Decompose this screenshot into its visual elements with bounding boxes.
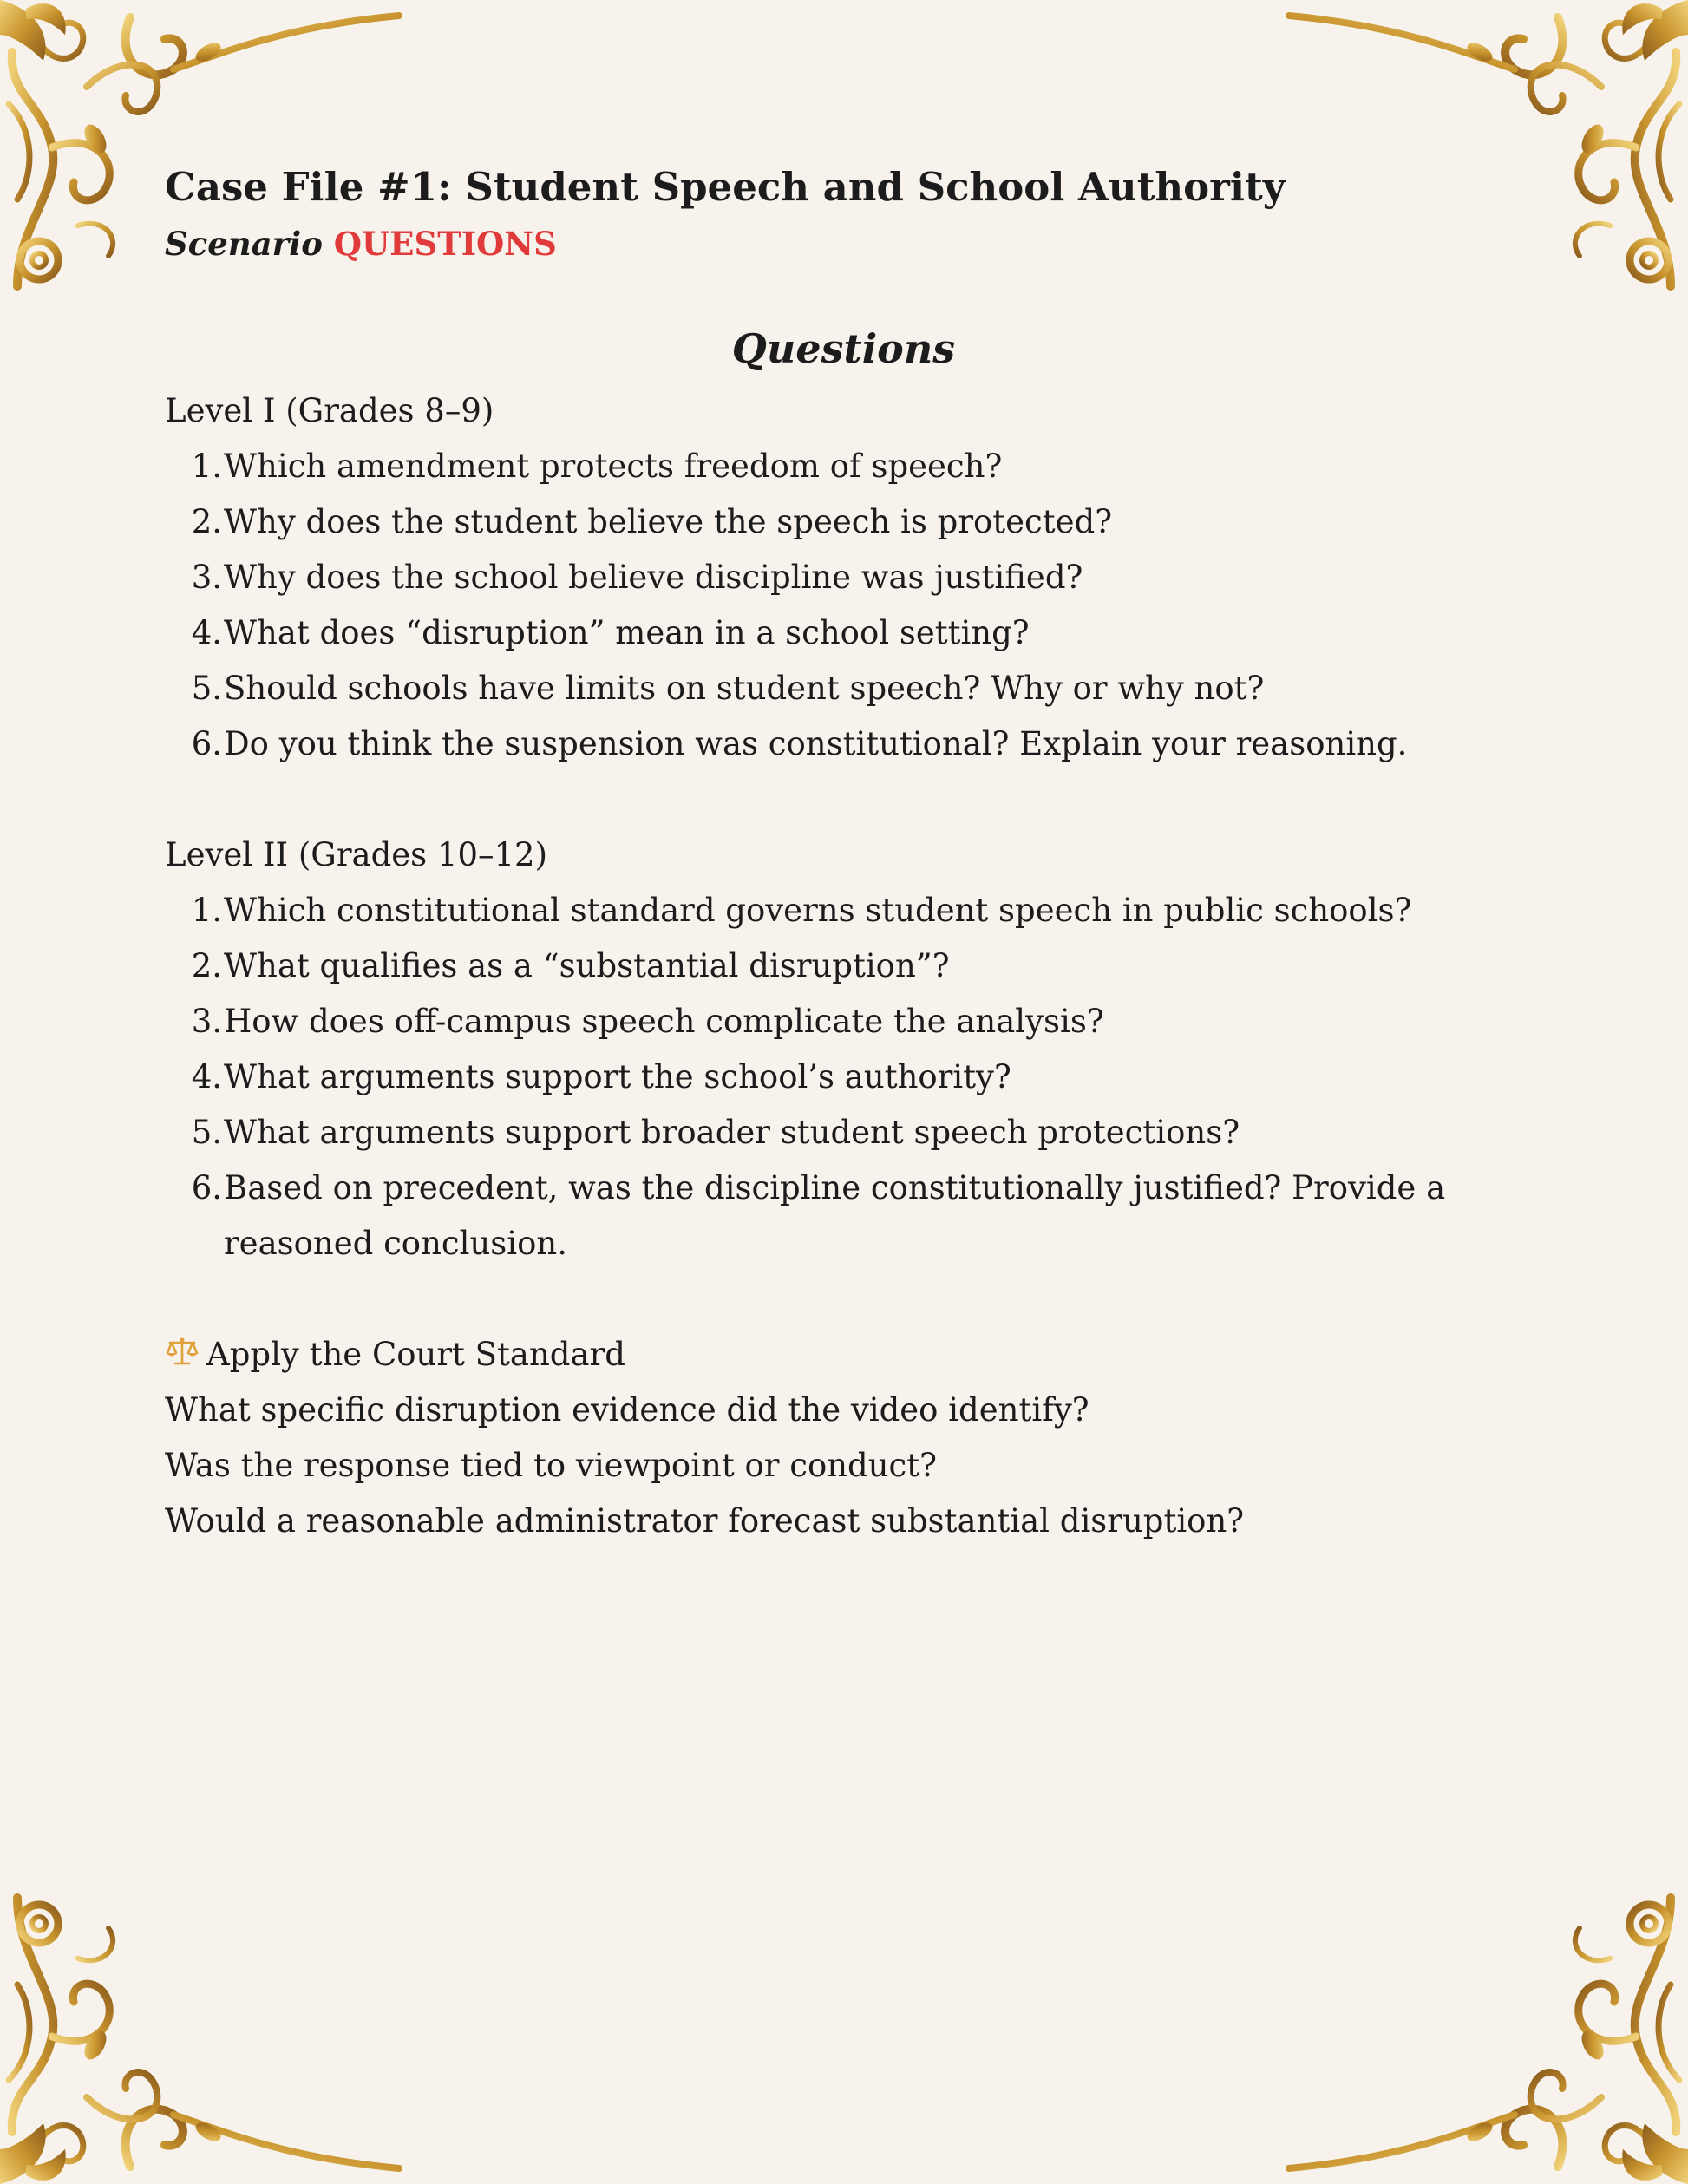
item-text: What qualifies as a “substantial disruption”? [224, 947, 950, 984]
item-text: Based on precedent, was the discipline constitutionally justified? Provide a reasoned conclusion. [224, 1169, 1446, 1262]
page-title: Case File #1: Student Speech and School Authority [165, 164, 1286, 210]
list-item [165, 883, 1553, 938]
item-number: 3. [191, 559, 222, 596]
questions-heading: Questions [731, 325, 956, 372]
item-text: Which amendment protects freedom of speech? [224, 448, 1003, 485]
ornament-corner-bottom-left [0, 1776, 408, 2184]
item-number: 1. [191, 448, 222, 485]
court-question-line: Was the response tied to viewpoint or conduct? [165, 1447, 937, 1484]
item-text: Which constitutional standard governs student speech in public schools? [224, 892, 1412, 929]
item-text: Why does the school believe discipline was justified? [224, 559, 1083, 596]
item-text: Why does the student believe the speech is protected? [224, 503, 1113, 540]
list-item [165, 994, 1553, 1049]
item-number: 2. [191, 947, 222, 984]
list-item [165, 550, 1553, 605]
item-number: 1. [191, 892, 222, 929]
item-text: Should schools have limits on student speech? Why or why not? [224, 670, 1265, 707]
list-item [165, 938, 1553, 994]
item-text: What does “disruption” mean in a school setting? [224, 614, 1030, 651]
item-number: 4. [191, 1058, 222, 1095]
list-item [165, 439, 1553, 494]
court-question-line: What specific disruption evidence did the video identify? [165, 1391, 1089, 1429]
list-item [165, 1161, 1553, 1272]
level-one-list [165, 439, 1553, 772]
level-one-label: Level I (Grades 8–9) [165, 392, 494, 429]
page-subtitle [165, 219, 1553, 269]
court-standard-heading [165, 1327, 1553, 1383]
level-two-label: Level II (Grades 10–12) [165, 836, 548, 873]
item-number: 3. [191, 1003, 222, 1040]
list-item [165, 494, 1553, 550]
spacer [165, 772, 1553, 827]
item-text: Do you think the suspension was constitutional? Explain your reasoning. [224, 725, 1408, 762]
balance-scale-icon [165, 1334, 200, 1369]
item-number: 6. [191, 725, 222, 762]
level-two-list [165, 883, 1553, 1272]
list-item [165, 605, 1553, 661]
ornament-corner-bottom-right [1280, 1776, 1688, 2184]
item-number: 5. [191, 670, 222, 707]
document-content [165, 156, 1553, 1549]
subtitle-questions: QUESTIONS [333, 225, 557, 263]
court-question-line: Would a reasonable administrator forecast substantial disruption? [165, 1502, 1245, 1540]
item-text: What arguments support broader student speech protections? [224, 1114, 1240, 1151]
subtitle-scenario: Scenario [165, 225, 323, 263]
spacer [165, 1272, 1553, 1327]
item-number: 4. [191, 614, 222, 651]
court-standard-title: Apply the Court Standard [206, 1336, 625, 1373]
list-item [165, 1049, 1553, 1105]
item-number: 5. [191, 1114, 222, 1151]
list-item [165, 661, 1553, 716]
item-text: How does off-campus speech complicate the analysis? [224, 1003, 1104, 1040]
list-item [165, 1105, 1553, 1161]
item-number: 2. [191, 503, 222, 540]
item-number: 6. [191, 1169, 222, 1206]
list-item [165, 716, 1553, 772]
item-text: What arguments support the school’s authority? [224, 1058, 1011, 1095]
